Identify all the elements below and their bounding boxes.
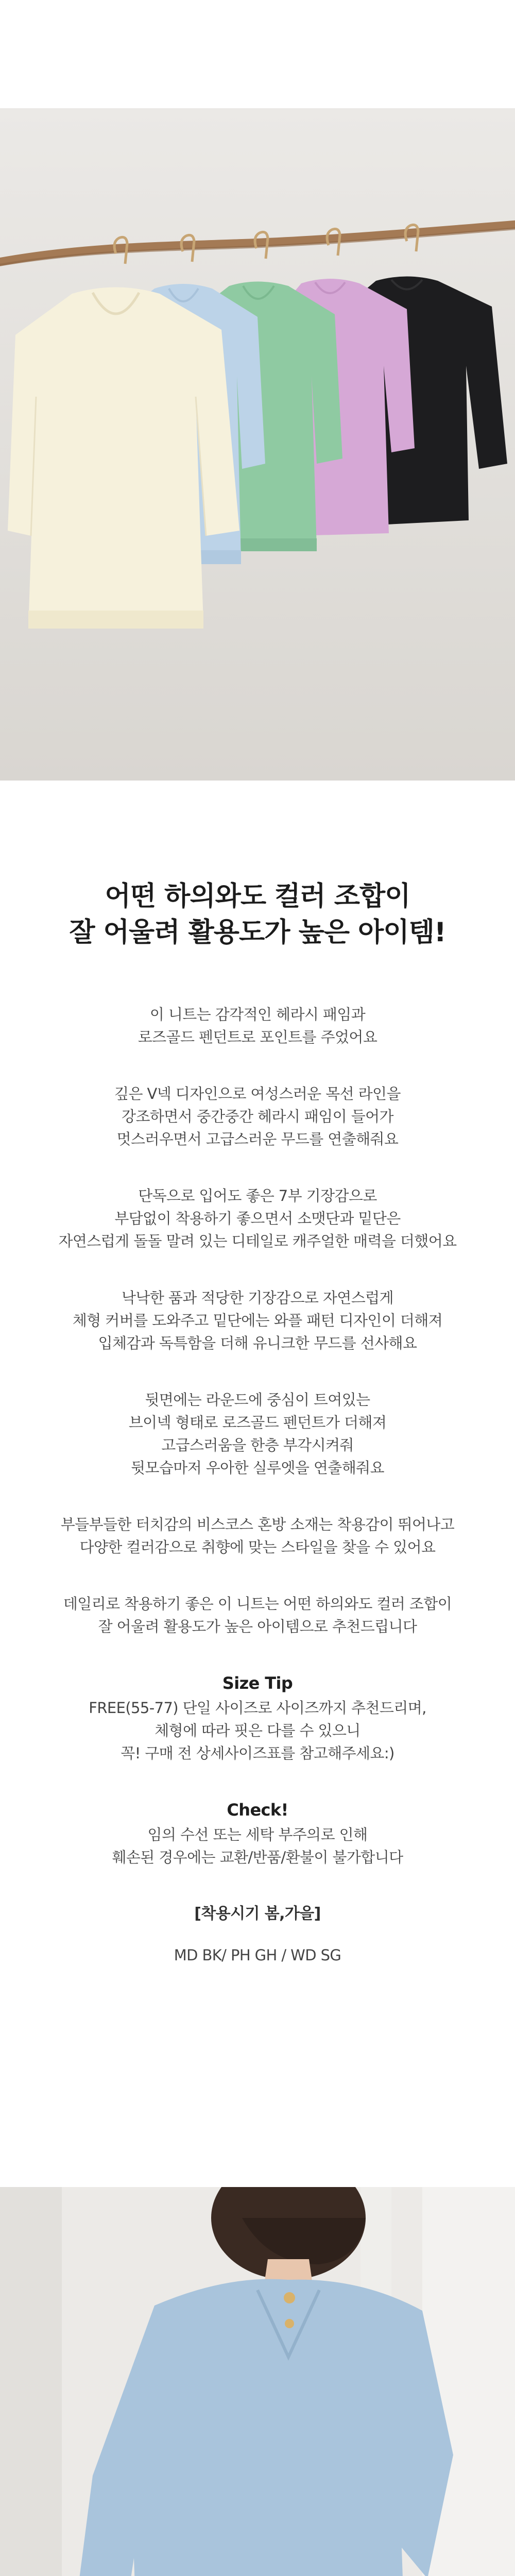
paragraph-line: 로즈골드 펜던트로 포인트를 주었어요 [138,1028,377,1046]
size-tip-section [0,1672,515,1765]
paragraph-back [0,1388,515,1479]
check-section [0,1799,515,1869]
hero-product-photo [0,108,515,781]
headline-line-2: 잘 어울려 활용도가 높은 아이템! [69,917,446,948]
paragraph-line: 부담없이 착용하기 좋으면서 소맷단과 밑단은 [114,1210,401,1227]
size-tip-line: 체형에 따라 핏은 다를 수 있으니 [154,1722,360,1739]
paragraph-line: 뒷면에는 라운드에 중심이 트여있는 [145,1391,370,1409]
paragraph-line: 체형 커버를 도와주고 밑단에는 와플 패턴 디자인이 더해져 [72,1312,443,1329]
check-title: Check! [227,1800,288,1820]
top-spacer [0,0,515,108]
paragraph-intro [0,1003,515,1048]
paragraph-neckline [0,1082,515,1150]
paragraph-line: 잘 어울려 활용도가 높은 아이템으로 추천드립니다 [98,1618,417,1635]
product-description [0,781,515,2187]
description-paragraphs [0,1003,515,1967]
paragraph-fit [0,1286,515,1354]
paragraph-line: 입체감과 독특함을 더해 유니크한 무드를 선사해요 [98,1334,417,1352]
paragraph-line: 고급스러움을 한층 부각시켜줘 [161,1436,354,1454]
paragraph-line: 브이넥 형태로 로즈골드 펜던트가 더해져 [128,1414,387,1431]
paragraph-line: 멋스러우면서 고급스러운 무드를 연출해줘요 [116,1130,399,1148]
paragraph-line: 깊은 V넥 디자인으로 여성스러운 목선 라인을 [114,1085,401,1103]
paragraph-material [0,1513,515,1558]
paragraph-line: 부들부들한 터치감의 비스코스 혼방 소재는 착용감이 뛰어나고 [60,1516,455,1533]
color-codes: MD BK/ PH GH / WD SG [174,1946,341,1964]
size-tip-title: Size Tip [222,1673,293,1693]
paragraph-recommend [0,1592,515,1638]
check-line: 임의 수선 또는 세탁 부주의로 인해 [147,1826,368,1843]
headline-line-1: 어떤 하의와도 컬러 조합이 [105,881,410,912]
size-tip-line: 꼭! 구매 전 상세사이즈표를 참고해주세요:) [121,1744,394,1762]
model-illustration [0,2187,515,2576]
model-back-view-photo [0,2187,515,2576]
paragraph-line: 단독으로 입어도 좋은 7부 기장감으로 [138,1187,377,1205]
paragraph-line: 강조하면서 중간중간 헤라시 패임이 들어가 [122,1108,393,1125]
check-line: 훼손된 경우에는 교환/반품/환불이 불가합니다 [112,1849,403,1866]
paragraph-line: 이 니트는 감각적인 헤라시 패임과 [149,1006,366,1023]
paragraph-line: 뒷모습마저 우아한 실루엣을 연출해줘요 [131,1459,384,1477]
paragraph-length [0,1184,515,1252]
season-label: [착용시기 봄,가을] [194,1905,321,1923]
headline [0,878,515,951]
size-tip-line: FREE(55-77) 단일 사이즈로 사이즈까지 추천드리며, [89,1699,426,1717]
paragraph-line: 낙낙한 품과 적당한 기장감으로 자연스럽게 [122,1289,393,1307]
hanging-knits-illustration [0,108,515,781]
paragraph-line: 데일리로 착용하기 좋은 이 니트는 어떤 하의와도 컬러 조합이 [63,1595,452,1613]
paragraph-line: 다양한 컬러감으로 취향에 맞는 스타일을 찾을 수 있어요 [79,1538,436,1556]
paragraph-line: 자연스럽게 돌돌 말려 있는 디테일로 캐주얼한 매력을 더했어요 [58,1232,457,1250]
